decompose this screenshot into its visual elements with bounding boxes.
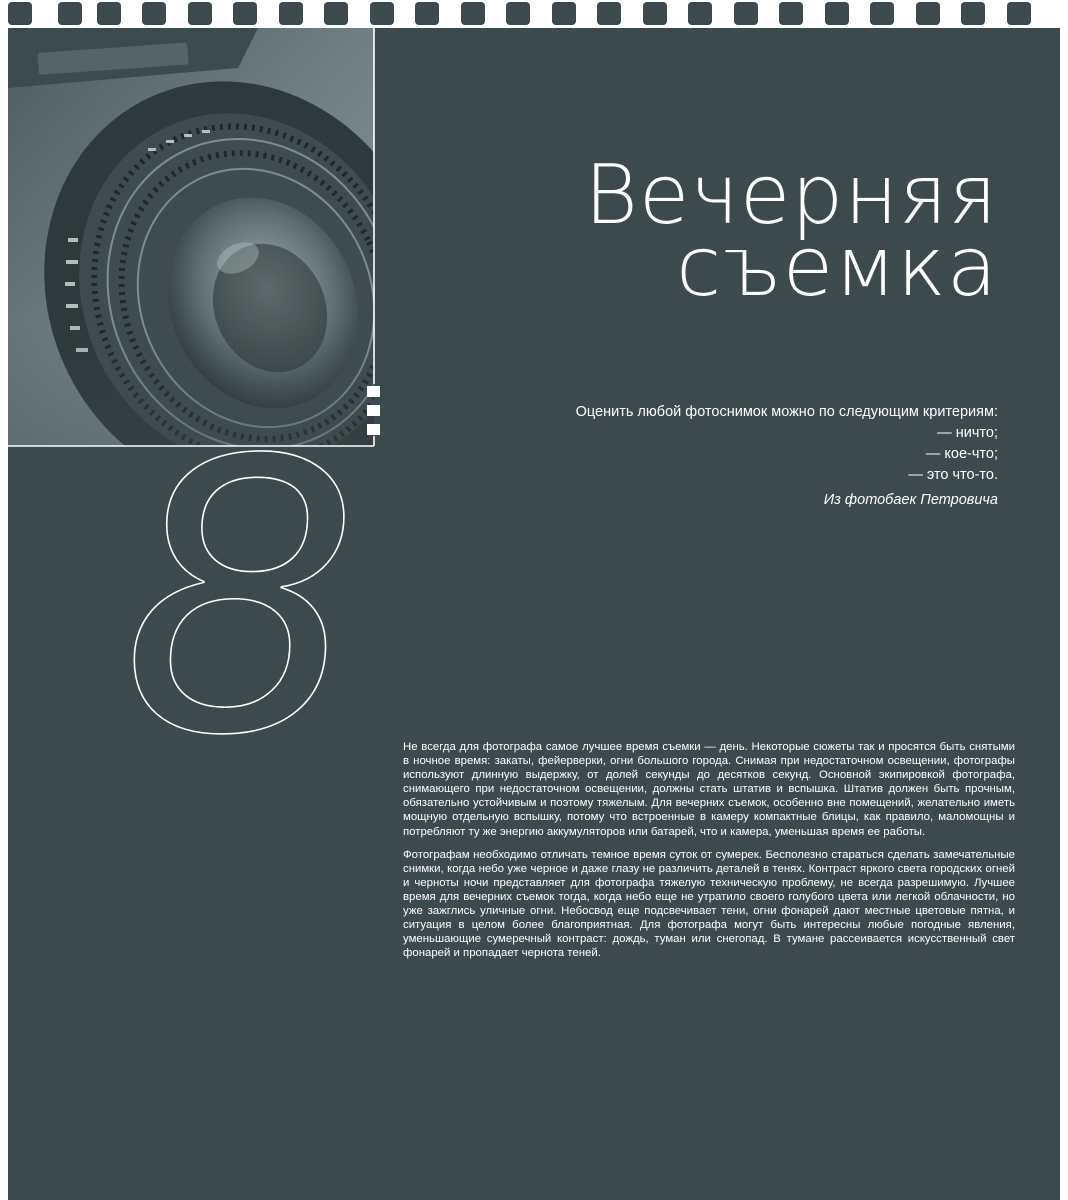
binding-hole [643, 2, 667, 25]
epigraph-item: — это что-то. [908, 467, 998, 483]
binding-hole [688, 2, 712, 25]
binding-holes [0, 0, 1068, 26]
binding-hole [324, 2, 348, 25]
chapter-title [584, 148, 998, 315]
epigraph-source: Из фотобаек Петровича [823, 492, 998, 508]
epigraph-item: — ничто; [937, 425, 998, 441]
paragraph: Не всегда для фотографа самое лучшее время съемки — день. Некоторые сюжеты так и просятся быть снятыми в ночное время: закаты, фейерверки, огни большого города. Снимая при недостаточном освещении, фотографы используют длинную выдержку, от долей секунды до десятков секунд. Основной экипировкой фотографа, снимающего при недостаточном освещении, должны стать штатив и вспышка. Штатив должен быть прочным, обязательно устойчивым и поэтому тяжелым. Для вечерних съемок, особенно вне помещений, желательно иметь мощную отдельную вспышку, потому что встроенные в камеру компактные блицы, как правило, маломощны и потребляют ту же энергию аккумуляторов или батарей, что и камера, уменьшая время ее работы. [403, 741, 1015, 838]
binding-hole [415, 2, 439, 25]
page [8, 28, 1060, 1200]
binding-hole [97, 2, 121, 25]
binding-hole [1007, 2, 1031, 25]
title-line-1: Вечерняя [584, 148, 998, 243]
binding-hole [58, 2, 82, 25]
binding-hole [461, 2, 485, 25]
binding-hole [506, 2, 530, 25]
binding-hole [188, 2, 212, 25]
epigraph-intro: Оценить любой фотоснимок можно по следующим критериям: [575, 404, 998, 420]
paragraph: Фотографам необходимо отличать темное время суток от сумерек. Бесполезно стараться сделать замечательные снимки, когда небо уже черное и даже глазу не различить деталей в тенях. Контраст яркого света городских огней и черноты ночи представляет для фотографа тяжелую техническую проблему, не всегда разрешимую. Лучшее время для вечерних съемок тогда, когда небо еще не утратило своего голубого цвета или легкой облачности, но уже зажглись уличные огни. Небосвод еще подсвечивает тени, огни фонарей дают местные цветовые пятна, и ситуация в целом более благоприятная. Для фотографа могут быть интересны любые погодные явления, уменьшающие сумеречный контраст: дождь, туман или снегопад. В тумане рассеивается искусственный свет фонарей и пропадает чернота теней. [403, 848, 1015, 960]
binding-hole [870, 2, 894, 25]
binding-hole [552, 2, 576, 25]
binding-hole [8, 2, 32, 25]
binding-hole [779, 2, 803, 25]
epigraph [576, 402, 998, 511]
chapter-number: 8 [123, 368, 347, 815]
body-text [403, 740, 1015, 969]
binding-hole [734, 2, 758, 25]
title-line-2: съемка [676, 220, 998, 315]
binding-hole [825, 2, 849, 25]
epigraph-item: — кое-что; [925, 446, 998, 462]
binding-hole [142, 2, 166, 25]
binding-hole [279, 2, 303, 25]
binding-hole [916, 2, 940, 25]
binding-hole [233, 2, 257, 25]
binding-hole [370, 2, 394, 25]
binding-hole [961, 2, 985, 25]
binding-hole [597, 2, 621, 25]
camera-lens-photo [8, 28, 374, 446]
